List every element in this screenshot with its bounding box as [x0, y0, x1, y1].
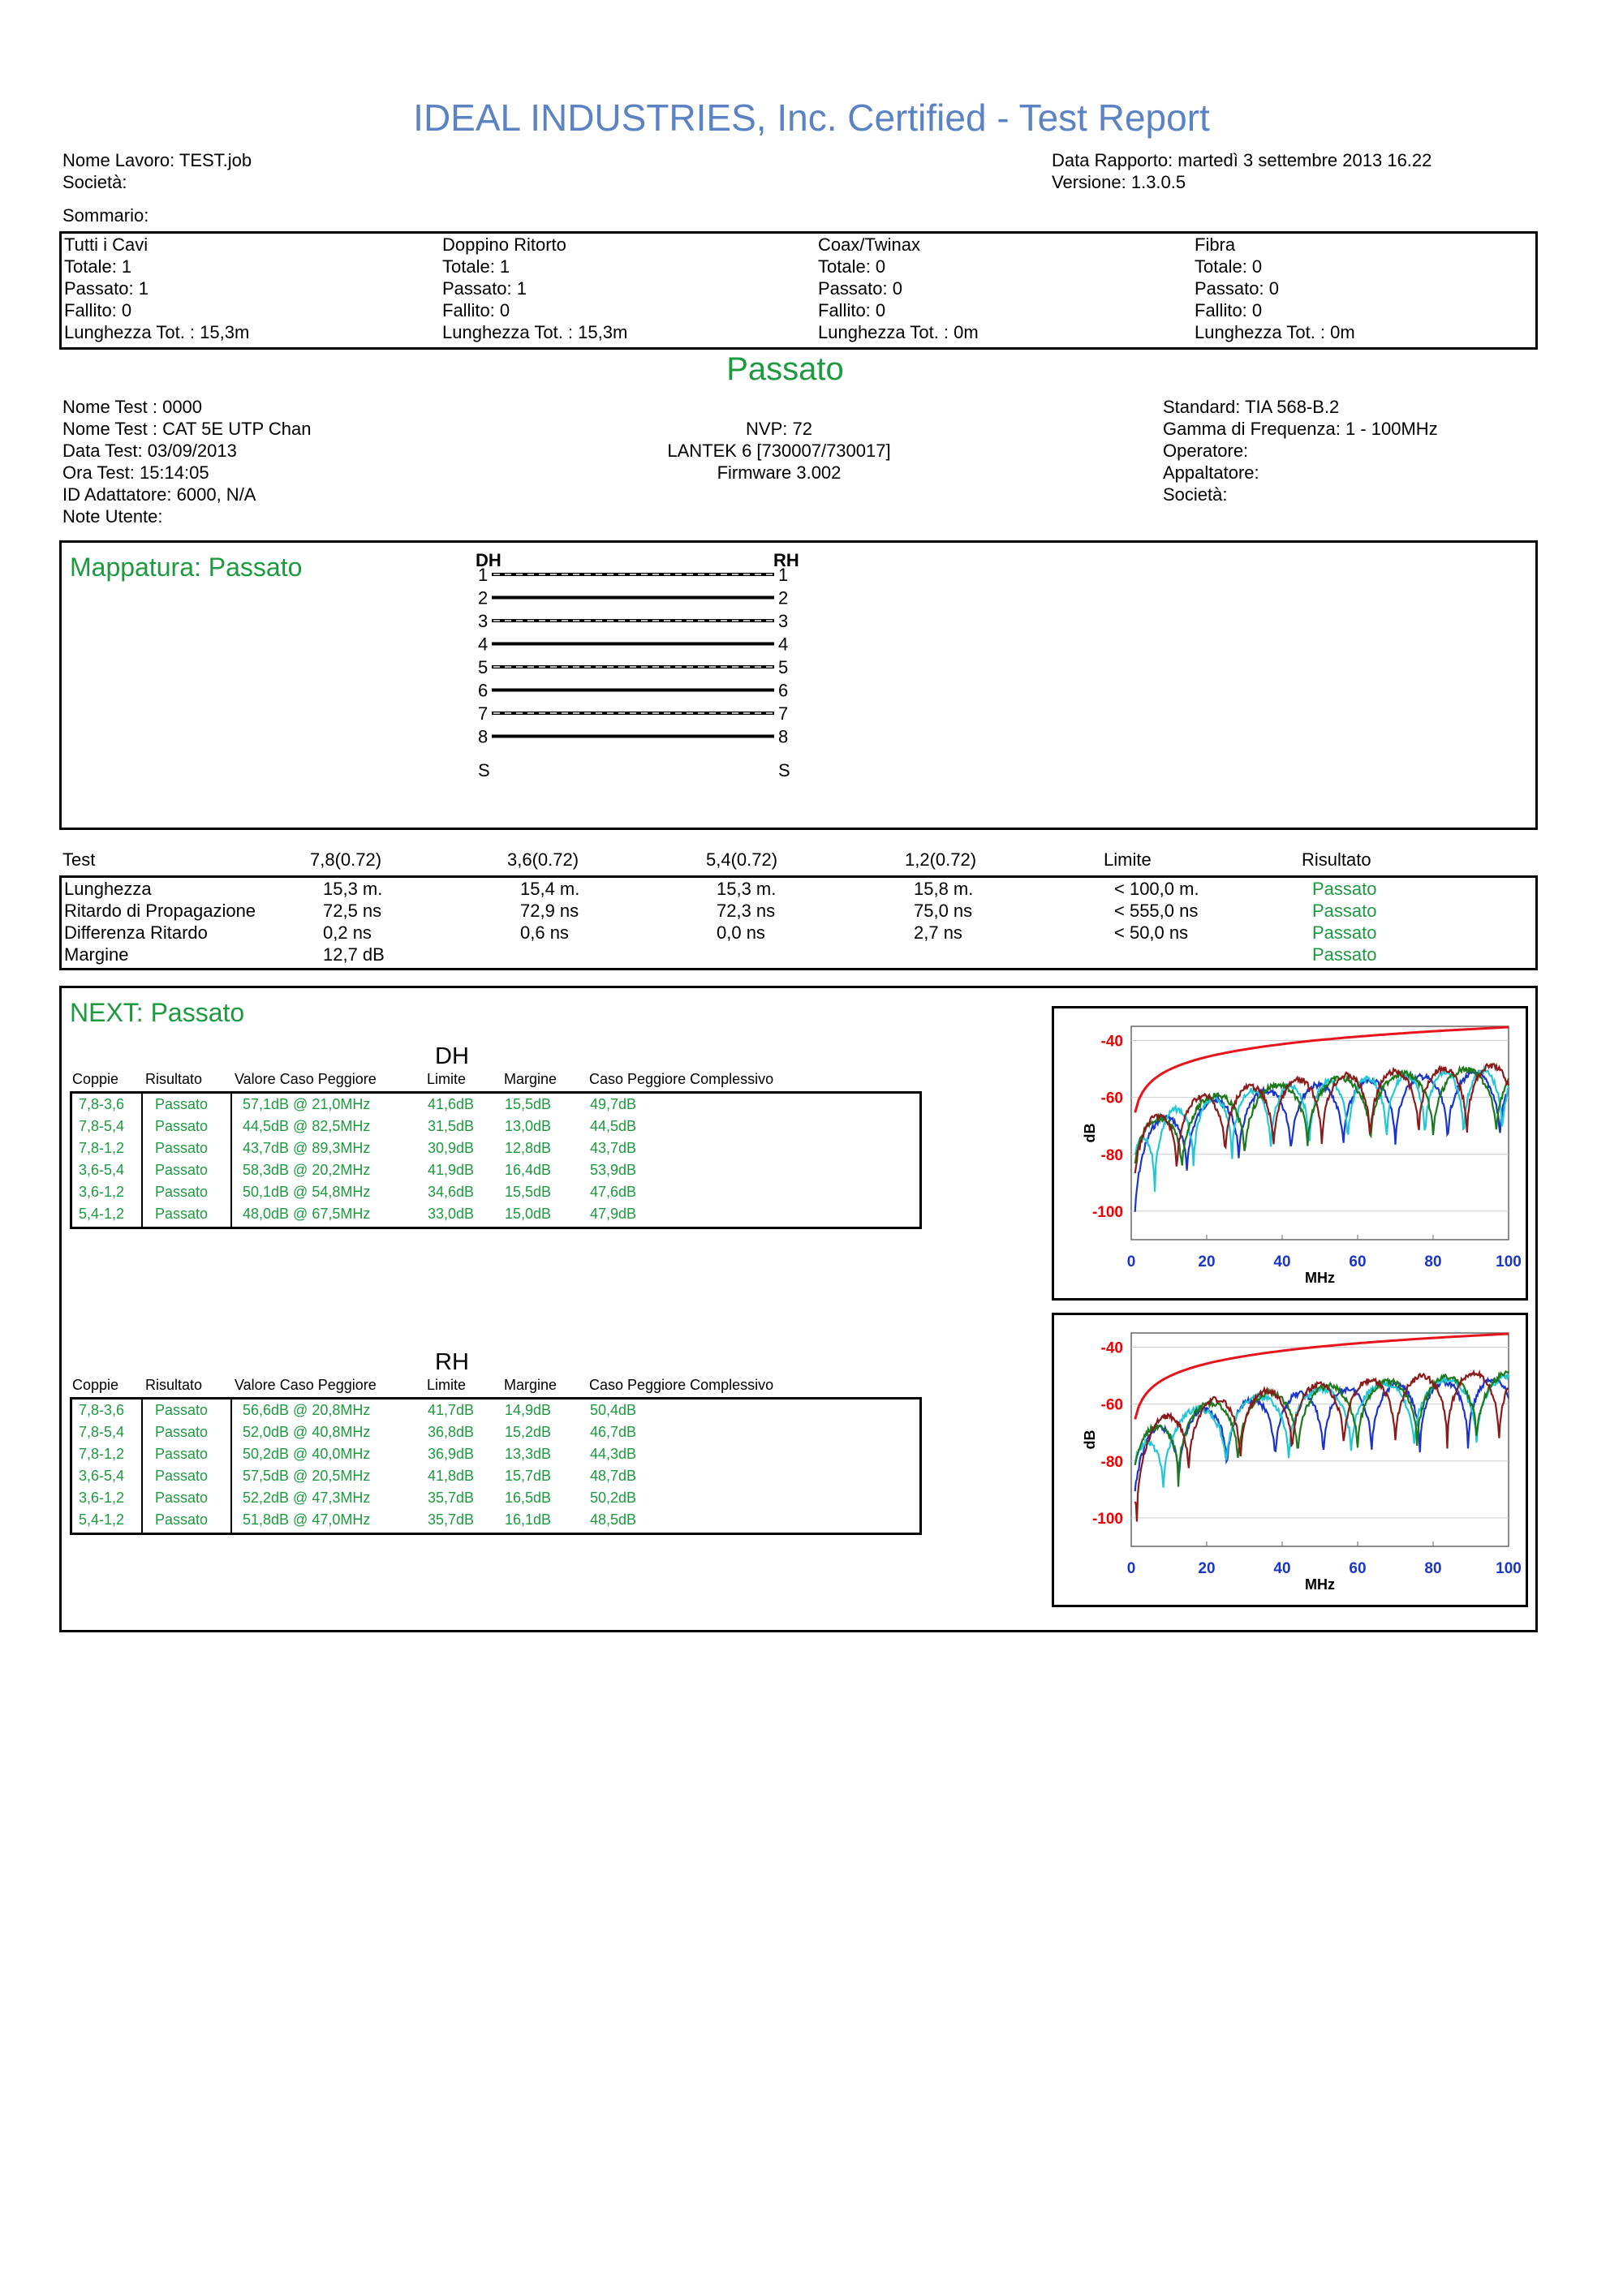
- test-info-center: NVP: 72 LANTEK 6 [730007/730017] Firmware 3.002: [667, 419, 891, 483]
- worst-value-cell: 50,1dB @ 54,8MHz: [243, 1184, 371, 1200]
- result-cell: Passato: [155, 1402, 209, 1418]
- next-column-header: Coppie: [72, 1377, 119, 1393]
- y-tick-label: -80: [1100, 1453, 1123, 1471]
- summary-col-coax: Coax/Twinax Totale: 0 Passato: 0 Fallito: 0 Lunghezza Tot. : 0m: [818, 234, 979, 342]
- pair-cell: 7,8-3,6: [79, 1096, 125, 1112]
- next-table-row: [72, 1116, 916, 1137]
- worst-value-cell: 44,5dB @ 82,5MHz: [243, 1118, 371, 1134]
- overall-worst-cell: 47,6dB: [590, 1184, 637, 1200]
- length-table-row: [62, 878, 1522, 900]
- next-column-header: Risultato: [145, 1377, 203, 1393]
- report-date: Data Rapporto: martedì 3 settembre 2013 16.22: [1052, 150, 1432, 170]
- worst-value-cell: 50,2dB @ 40,0MHz: [243, 1446, 371, 1462]
- next-rh-chart: [1052, 1313, 1528, 1607]
- length-row-value: < 50,0 ns: [1114, 922, 1189, 943]
- length-row-label: Lunghezza: [64, 879, 152, 899]
- margin-cell: 15,0dB: [505, 1206, 552, 1222]
- summary-col-twisted: Doppino Ritorto Totale: 1 Passato: 1 Fallito: 0 Lunghezza Tot. : 15,3m: [442, 234, 628, 342]
- wiremap-pin-right: 3: [778, 611, 789, 631]
- wiremap-title: Mappatura: Passato: [70, 553, 303, 582]
- shield-left: S: [478, 760, 490, 780]
- margin-cell: 16,5dB: [505, 1490, 552, 1506]
- wiremap-pin-right: 7: [778, 703, 789, 724]
- length-row-result: Passato: [1312, 922, 1377, 943]
- wiremap-pin-left: 6: [478, 680, 489, 701]
- x-tick-label: 40: [1273, 1253, 1291, 1271]
- length-row-value: < 555,0 ns: [1114, 901, 1199, 921]
- margin-cell: 16,4dB: [505, 1162, 552, 1178]
- pair-cell: 7,8-3,6: [79, 1402, 125, 1418]
- wiremap-pin-left: 5: [478, 657, 489, 677]
- length-row-value: 2,7 ns: [914, 922, 962, 943]
- next-title: NEXT: Passato: [70, 998, 245, 1027]
- version: Versione: 1.3.0.5: [1052, 172, 1186, 192]
- margin-cell: 15,7dB: [505, 1468, 552, 1484]
- worst-value-cell: 52,2dB @ 47,3MHz: [243, 1490, 371, 1506]
- x-tick-label: 60: [1349, 1560, 1367, 1577]
- overall-worst-cell: 48,5dB: [590, 1511, 637, 1528]
- y-tick-label: -60: [1100, 1396, 1123, 1414]
- overall-worst-cell: 53,9dB: [590, 1162, 637, 1178]
- worst-value-cell: 57,1dB @ 21,0MHz: [243, 1096, 371, 1112]
- next-rh-table: [70, 1397, 922, 1535]
- pair-cell: 7,8-5,4: [79, 1424, 125, 1440]
- wiremap-box: [59, 540, 1538, 830]
- margin-cell: 15,5dB: [505, 1096, 552, 1112]
- length-row-value: 15,3 m.: [717, 879, 777, 899]
- next-dh-chart: [1052, 1006, 1528, 1301]
- job-name: Nome Lavoro: TEST.job: [62, 150, 252, 170]
- result-cell: Passato: [155, 1118, 209, 1134]
- overall-worst-cell: 44,5dB: [590, 1118, 637, 1134]
- limit-cell: 30,9dB: [428, 1140, 475, 1156]
- x-tick-label: 0: [1126, 1560, 1136, 1577]
- length-table-row: [62, 944, 1522, 965]
- next-table-row: [72, 1400, 916, 1421]
- next-dh-header: [62, 1071, 954, 1090]
- y-tick-label: -100: [1091, 1203, 1123, 1221]
- x-tick-label: 60: [1349, 1253, 1367, 1271]
- summary-label: Sommario:: [62, 205, 149, 226]
- y-tick-label: -100: [1091, 1510, 1123, 1528]
- limit-cell: 31,5dB: [428, 1118, 475, 1134]
- summary-box: [59, 231, 1538, 350]
- next-column-header: Caso Peggiore Complessivo: [589, 1071, 774, 1087]
- overall-worst-cell: 48,7dB: [590, 1468, 637, 1484]
- result-cell: Passato: [155, 1184, 209, 1200]
- pair-cell: 3,6-1,2: [79, 1490, 125, 1506]
- pair-cell: 3,6-5,4: [79, 1162, 125, 1178]
- pair-cell: 7,8-1,2: [79, 1446, 125, 1462]
- limit-cell: 34,6dB: [428, 1184, 475, 1200]
- length-row-label: Margine: [64, 944, 129, 965]
- next-dh-label: DH: [435, 1043, 469, 1069]
- length-row-value: < 100,0 m.: [1114, 879, 1199, 899]
- summary-col-all: Tutti i Cavi Totale: 1 Passato: 1 Fallito: 0 Lunghezza Tot. : 15,3m: [64, 234, 250, 342]
- y-tick-label: -40: [1100, 1033, 1123, 1051]
- wiremap-pin-left: 8: [478, 726, 489, 747]
- pair-cell: 3,6-5,4: [79, 1468, 125, 1484]
- wiremap-pin-left: 1: [478, 565, 489, 585]
- wiremap-pin-right: 6: [778, 680, 789, 701]
- overall-worst-cell: 44,3dB: [590, 1446, 637, 1462]
- wiremap-diagram: [411, 547, 816, 782]
- next-column-header: Coppie: [72, 1071, 119, 1087]
- overall-worst-cell: 49,7dB: [590, 1096, 637, 1112]
- pair-trace: [1135, 1064, 1509, 1173]
- next-table-row: [72, 1094, 916, 1116]
- margin-cell: 16,1dB: [505, 1511, 552, 1528]
- test-info-left: Nome Test : 0000 Nome Test : CAT 5E UTP Chan Data Test: 03/09/2013 Ora Test: 15:14:05 ID Adattatore: 6000, N/A Note Utente:: [62, 397, 312, 527]
- limit-line: [1135, 1334, 1509, 1419]
- pair-trace: [1135, 1371, 1509, 1486]
- overall-worst-cell: 47,9dB: [590, 1206, 637, 1222]
- pair-cell: 3,6-1,2: [79, 1184, 125, 1200]
- worst-value-cell: 58,3dB @ 20,2MHz: [243, 1162, 371, 1178]
- next-table-row: [72, 1421, 916, 1443]
- length-row-value: 75,0 ns: [914, 901, 973, 921]
- result-cell: Passato: [155, 1424, 209, 1440]
- wiremap-pin-right: 4: [778, 634, 789, 655]
- length-table-row: [62, 900, 1522, 922]
- overall-result: Passato: [726, 351, 844, 387]
- limit-cell: 35,7dB: [428, 1490, 475, 1506]
- length-table-header: Test 7,8(0.72) 3,6(0.72) 5,4(0.72) 1,2(0.72) Limite Risultato: [62, 849, 1371, 870]
- next-rh-label: RH: [435, 1349, 469, 1375]
- wiremap-pin-right: 1: [778, 565, 789, 585]
- pair-cell: 5,4-1,2: [79, 1206, 125, 1222]
- worst-value-cell: 51,8dB @ 47,0MHz: [243, 1511, 371, 1528]
- summary-col-fiber: Fibra Totale: 0 Passato: 0 Fallito: 0 Lunghezza Tot. : 0m: [1195, 234, 1355, 342]
- pair-trace: [1135, 1372, 1509, 1522]
- x-tick-label: 80: [1424, 1560, 1442, 1577]
- limit-cell: 36,8dB: [428, 1424, 475, 1440]
- worst-value-cell: 43,7dB @ 89,3MHz: [243, 1140, 371, 1156]
- next-table-row: [72, 1443, 916, 1465]
- wiremap-pin-right: 5: [778, 657, 789, 677]
- limit-line: [1135, 1027, 1509, 1112]
- result-cell: Passato: [155, 1446, 209, 1462]
- wiremap-pin-left: 3: [478, 611, 489, 631]
- report-title: IDEAL INDUSTRIES, Inc. Certified - Test Report: [413, 97, 1210, 139]
- next-rh-chart-svg: [1054, 1315, 1526, 1605]
- next-column-header: Limite: [427, 1377, 467, 1393]
- overall-worst-cell: 50,2dB: [590, 1490, 637, 1506]
- worst-value-cell: 56,6dB @ 20,8MHz: [243, 1402, 371, 1418]
- pair-trace: [1135, 1067, 1509, 1165]
- next-table-row: [72, 1465, 916, 1487]
- length-row-result: Passato: [1312, 944, 1377, 965]
- limit-cell: 41,9dB: [428, 1162, 475, 1178]
- next-box: [59, 986, 1538, 1632]
- length-row-result: Passato: [1312, 879, 1377, 899]
- length-table: [59, 875, 1538, 970]
- limit-cell: 41,6dB: [428, 1096, 475, 1112]
- next-column-header: Risultato: [145, 1071, 203, 1087]
- length-row-label: Ritardo di Propagazione: [64, 901, 256, 921]
- next-table-row: [72, 1203, 916, 1225]
- length-table-row: [62, 922, 1522, 944]
- length-row-value: 0,6 ns: [520, 922, 569, 943]
- y-tick-label: -40: [1100, 1339, 1123, 1357]
- margin-cell: 13,0dB: [505, 1118, 552, 1134]
- result-cell: Passato: [155, 1490, 209, 1506]
- x-tick-label: 100: [1496, 1253, 1522, 1271]
- wiremap-pin-left: 7: [478, 703, 489, 724]
- result-cell: Passato: [155, 1162, 209, 1178]
- worst-value-cell: 48,0dB @ 67,5MHz: [243, 1206, 371, 1222]
- x-axis-label: MHz: [1305, 1576, 1335, 1593]
- result-cell: Passato: [155, 1096, 209, 1112]
- result-cell: Passato: [155, 1468, 209, 1484]
- length-row-value: 15,8 m.: [914, 879, 974, 899]
- next-table-row: [72, 1181, 916, 1203]
- next-table-row: [72, 1487, 916, 1509]
- next-table-row: [72, 1509, 916, 1531]
- next-table-row: [72, 1137, 916, 1159]
- result-cell: Passato: [155, 1140, 209, 1156]
- next-column-header: Margine: [504, 1377, 558, 1393]
- limit-cell: 36,9dB: [428, 1446, 475, 1462]
- worst-value-cell: 52,0dB @ 40,8MHz: [243, 1424, 371, 1440]
- length-row-value: 72,5 ns: [323, 901, 382, 921]
- shield-right: S: [778, 760, 790, 780]
- next-column-header: Limite: [427, 1071, 467, 1087]
- next-column-header: Caso Peggiore Complessivo: [589, 1377, 774, 1393]
- next-column-header: Valore Caso Peggiore: [235, 1071, 377, 1087]
- length-row-value: 72,9 ns: [520, 901, 579, 921]
- pair-cell: 7,8-5,4: [79, 1118, 125, 1134]
- margin-cell: 14,9dB: [505, 1402, 552, 1418]
- overall-worst-cell: 43,7dB: [590, 1140, 637, 1156]
- next-table-row: [72, 1159, 916, 1181]
- x-tick-label: 100: [1496, 1560, 1522, 1577]
- wiremap-pin-left: 4: [478, 634, 489, 655]
- pair-cell: 7,8-1,2: [79, 1140, 125, 1156]
- x-tick-label: 0: [1126, 1253, 1136, 1271]
- margin-cell: 12,8dB: [505, 1140, 552, 1156]
- limit-cell: 41,7dB: [428, 1402, 475, 1418]
- wiremap-pin-left: 2: [478, 587, 489, 608]
- length-row-result: Passato: [1312, 901, 1377, 921]
- margin-cell: 15,2dB: [505, 1424, 552, 1440]
- overall-worst-cell: 50,4dB: [590, 1402, 637, 1418]
- test-info-right: Standard: TIA 568-B.2 Gamma di Frequenza: 1 - 100MHz Operatore: Appaltatore: Società:: [1163, 397, 1438, 505]
- next-dh-table: [70, 1091, 922, 1229]
- length-row-value: 15,3 m.: [323, 879, 383, 899]
- x-tick-label: 80: [1424, 1253, 1442, 1271]
- wiremap-dh-label: DH: [476, 550, 502, 570]
- plot-frame: [1131, 1333, 1509, 1546]
- limit-cell: 35,7dB: [428, 1511, 475, 1528]
- y-axis-label: dB: [1082, 1430, 1098, 1450]
- y-axis-label: dB: [1082, 1123, 1098, 1143]
- length-row-label: Differenza Ritardo: [64, 922, 208, 943]
- wiremap-rh-label: RH: [773, 550, 799, 570]
- x-tick-label: 40: [1273, 1560, 1291, 1577]
- wiremap-pin-right: 8: [778, 726, 789, 747]
- y-tick-label: -80: [1100, 1146, 1123, 1164]
- overall-worst-cell: 46,7dB: [590, 1424, 637, 1440]
- x-tick-label: 20: [1198, 1560, 1216, 1577]
- result-cell: Passato: [155, 1206, 209, 1222]
- x-axis-label: MHz: [1305, 1270, 1335, 1286]
- margin-cell: 15,5dB: [505, 1184, 552, 1200]
- limit-cell: 41,8dB: [428, 1468, 475, 1484]
- next-column-header: Valore Caso Peggiore: [235, 1377, 377, 1393]
- limit-cell: 33,0dB: [428, 1206, 475, 1222]
- next-column-header: Margine: [504, 1071, 558, 1087]
- wiremap-pin-right: 2: [778, 587, 789, 608]
- length-row-value: 0,0 ns: [717, 922, 765, 943]
- pair-cell: 5,4-1,2: [79, 1511, 125, 1528]
- next-rh-header: [62, 1377, 954, 1396]
- worst-value-cell: 57,5dB @ 20,5MHz: [243, 1468, 371, 1484]
- length-row-value: 72,3 ns: [717, 901, 776, 921]
- y-tick-label: -60: [1100, 1090, 1123, 1107]
- length-row-value: 15,4 m.: [520, 879, 580, 899]
- length-row-value: 0,2 ns: [323, 922, 372, 943]
- x-tick-label: 20: [1198, 1253, 1216, 1271]
- next-dh-chart-svg: [1054, 1008, 1526, 1298]
- result-cell: Passato: [155, 1511, 209, 1528]
- margin-cell: 13,3dB: [505, 1446, 552, 1462]
- length-row-value: 12,7 dB: [323, 944, 385, 965]
- company-label: Società:: [62, 172, 127, 192]
